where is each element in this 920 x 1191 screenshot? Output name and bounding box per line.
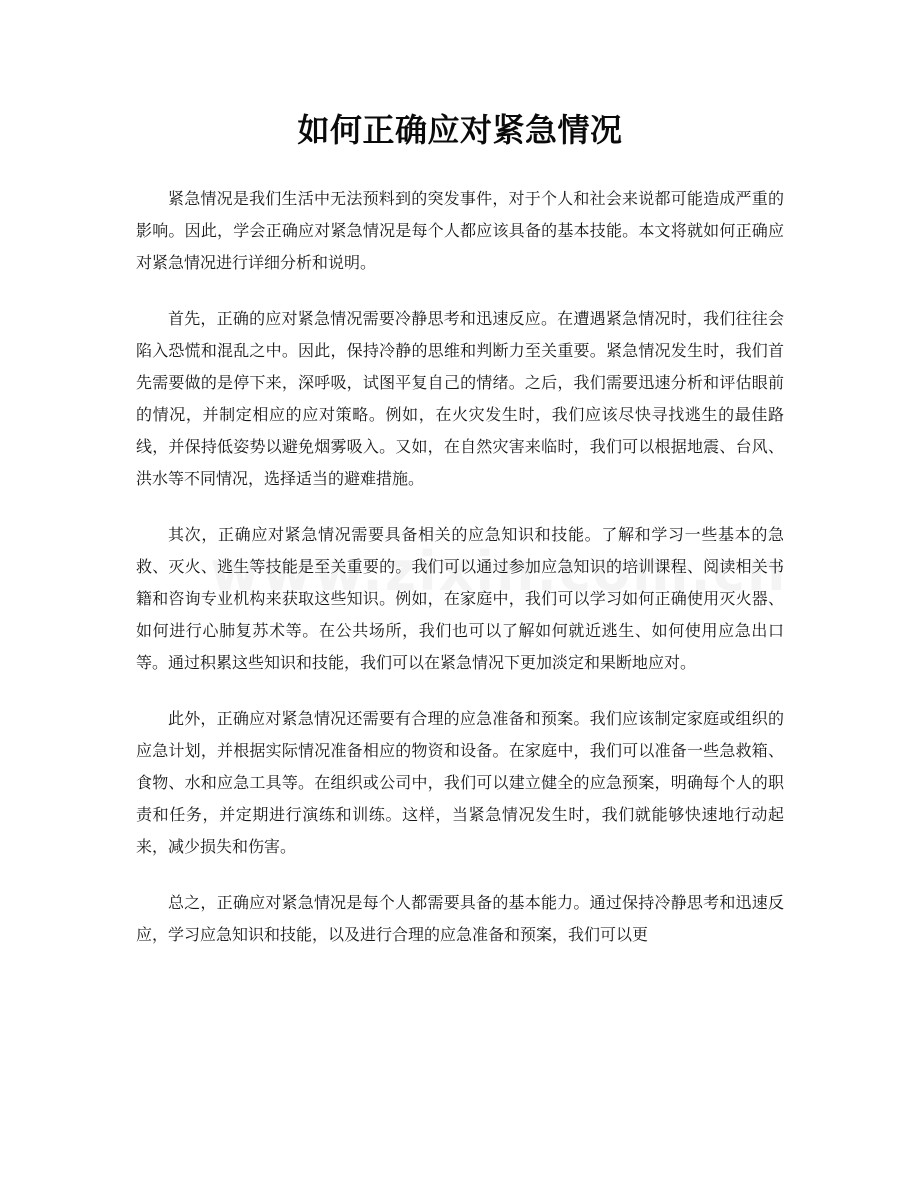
paragraph-intro: 紧急情况是我们生活中无法预料到的突发事件，对于个人和社会来说都可能造成严重的影响。因此，学会正确应对紧急情况是每个人都应该具备的基本技能。本文将就如何正确应对紧急情况进行详细分析和说明。	[136, 189, 784, 272]
paragraph-conclusion: 总之，正确应对紧急情况是每个人都需要具备的基本能力。通过保持冷静思考和迅速反应，学习应急知识和技能，以及进行合理的应急准备和预案，我们可以更	[136, 893, 784, 944]
paragraph-first: 首先，正确的应对紧急情况需要冷静思考和迅速反应。在遭遇紧急情况时，我们往往会陷入恐慌和混乱之中。因此，保持冷静的思维和判断力至关重要。紧急情况发生时，我们首先需要做的是停下来，深呼吸，试图平复自己的情绪。之后，我们需要迅速分析和评估眼前的情况，并制定相应的应对策略。例如，在火灾发生时，我们应该尽快寻找逃生的最佳路线，并保持低姿势以避免烟雾吸入。又如，在自然灾害来临时，我们可以根据地震、台风、洪水等不同情况，选择适当的避难措施。	[136, 309, 784, 488]
document-body	[136, 183, 784, 975]
document-title: 如何正确应对紧急情况	[297, 111, 623, 149]
paragraph-second: 其次，正确应对紧急情况需要具备相关的应急知识和技能。了解和学习一些基本的急救、灭火、逃生等技能是至关重要的。我们可以通过参加应急知识的培训课程、阅读相关书籍和咨询专业机构来获取这些知识。例如，在家庭中，我们可以学习如何正确使用灭火器、如何进行心肺复苏术等。在公共场所，我们也可以了解如何就近逃生、如何使用应急出口等。通过积累这些知识和技能，我们可以在紧急情况下更加淡定和果断地应对。	[136, 525, 784, 672]
paragraph-third: 此外，正确应对紧急情况还需要有合理的应急准备和预案。我们应该制定家庭或组织的应急计划，并根据实际情况准备相应的物资和设备。在家庭中，我们可以准备一些急救箱、食物、水和应急工具等。在组织或公司中，我们可以建立健全的应急预案，明确每个人的职责和任务，并定期进行演练和训练。这样，当紧急情况发生时，我们就能够快速地行动起来，减少损失和伤害。	[136, 709, 784, 856]
